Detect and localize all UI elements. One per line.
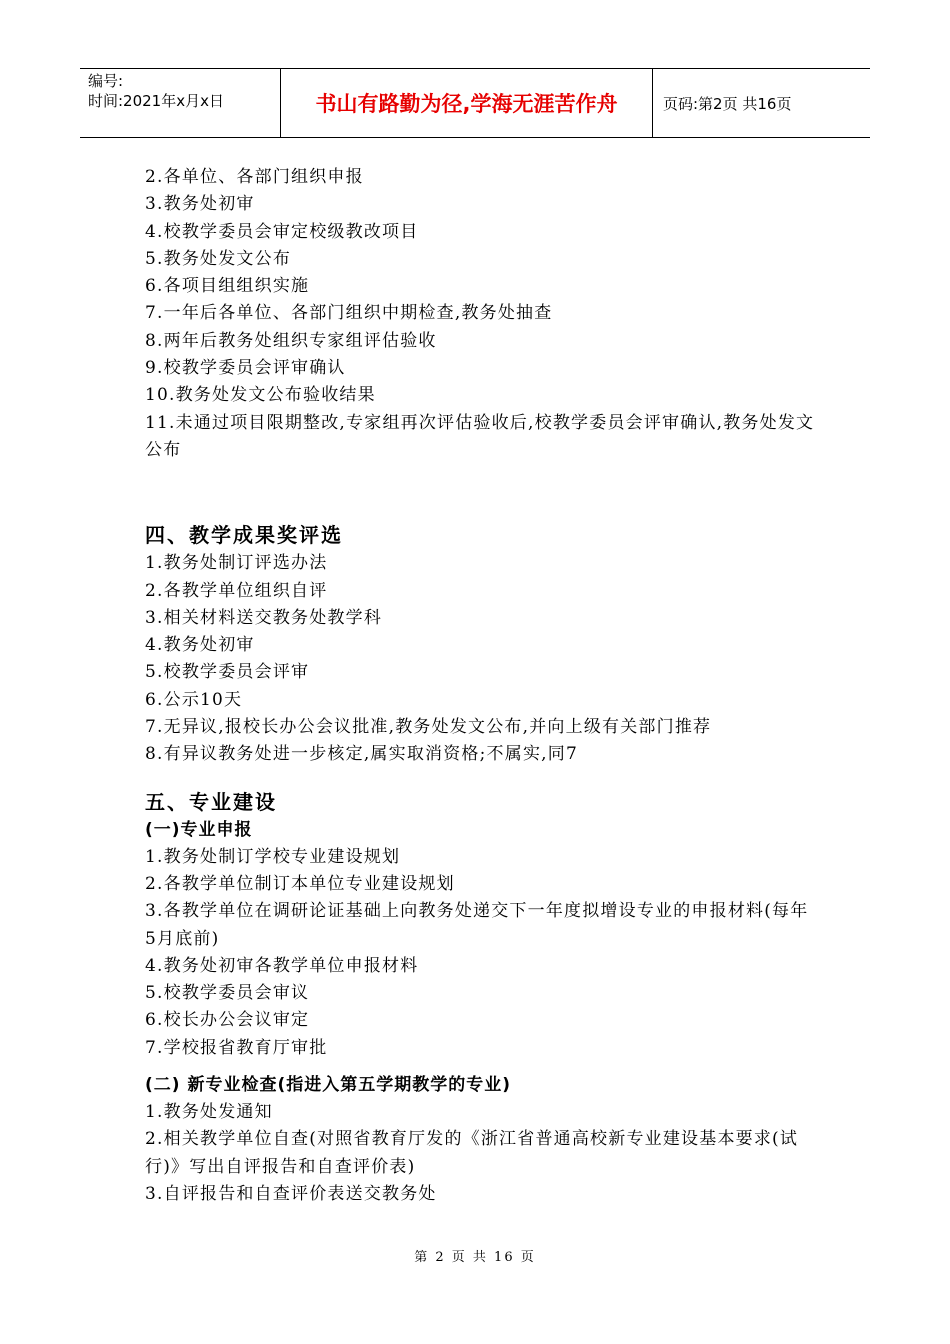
list-item: 3.教务处初审	[145, 194, 255, 215]
section-heading: 五、专业建设	[145, 789, 277, 814]
section4	[145, 520, 815, 768]
section5	[145, 787, 815, 1209]
subsection-heading: (一)专业申报	[145, 819, 253, 840]
list-item: 5.教务处发文公布	[145, 248, 292, 269]
list-item: 2.各教学单位制订本单位专业建设规划	[145, 873, 455, 894]
list-item: 8.有异议教务处进一步核定,属实取消资格;不属实,同7	[145, 744, 578, 765]
header-page-info: 页码:第2页 共16页	[663, 94, 792, 113]
list-item: 5.校教学委员会评审	[145, 662, 310, 683]
subsection-heading: (二) 新专业检查(指进入第五学期教学的专业)	[145, 1075, 511, 1096]
list-item: 1.教务处制订评选办法	[145, 553, 328, 574]
list-item: 7.一年后各单位、各部门组织中期检查,教务处抽查	[145, 303, 553, 324]
list-item: 9.校教学委员会评审确认	[145, 358, 346, 379]
list-item: 2.相关教学单位自查(对照省教育厅发的《浙江省普通高校新专业建设基本要求(试行)》写出自评报告和自查评价表)	[145, 1129, 799, 1177]
number-label: 编号:	[88, 72, 124, 90]
list-item: 7.无异议,报校长办公会议批准,教务处发文公布,并向上级有关部门推荐	[145, 717, 712, 738]
section-heading: 四、教学成果奖评选	[145, 523, 343, 548]
page-header	[80, 68, 870, 138]
list-item: 4.教务处初审各教学单位申报材料	[145, 955, 419, 976]
time-label: 时间:2021年x月x日	[88, 92, 224, 110]
header-motto: 书山有路勤为径,学海无涯苦作舟	[281, 69, 653, 137]
list-item: 2.各教学单位组织自评	[145, 580, 328, 601]
list-item: 7.学校报省教育厅审批	[145, 1037, 328, 1058]
section3-list	[145, 164, 815, 464]
list-item: 6.公示10天	[145, 689, 243, 710]
list-item: 1.教务处制订学校专业建设规划	[145, 846, 401, 867]
list-item: 10.教务处发文公布验收结果	[145, 385, 376, 406]
list-item: 2.各单位、各部门组织申报	[145, 167, 364, 187]
list-item: 4.校教学委员会审定校级教改项目	[145, 221, 419, 242]
list-item: 3.各教学单位在调研论证基础上向教务处递交下一年度拟增设专业的申报材料(每年5月底前)	[145, 901, 809, 949]
page-footer: 第 2 页 共 16 页	[414, 1250, 536, 1265]
list-item: 8.两年后教务处组织专家组评估验收	[145, 330, 437, 351]
header-meta	[80, 69, 281, 137]
list-item: 3.相关材料送交教务处教学科	[145, 607, 383, 628]
list-item: 11.未通过项目限期整改,专家组再次评估验收后,校教学委员会评审确认,教务处发文公布	[145, 412, 815, 460]
list-item: 3.自评报告和自查评价表送交教务处	[145, 1183, 437, 1204]
document-body	[145, 164, 815, 1208]
list-item: 6.校长办公会议审定	[145, 1010, 310, 1031]
list-item: 4.教务处初审	[145, 635, 255, 656]
list-item: 6.各项目组组织实施	[145, 276, 310, 297]
list-item: 1.教务处发通知	[145, 1102, 273, 1123]
list-item: 5.校教学委员会审议	[145, 983, 310, 1004]
